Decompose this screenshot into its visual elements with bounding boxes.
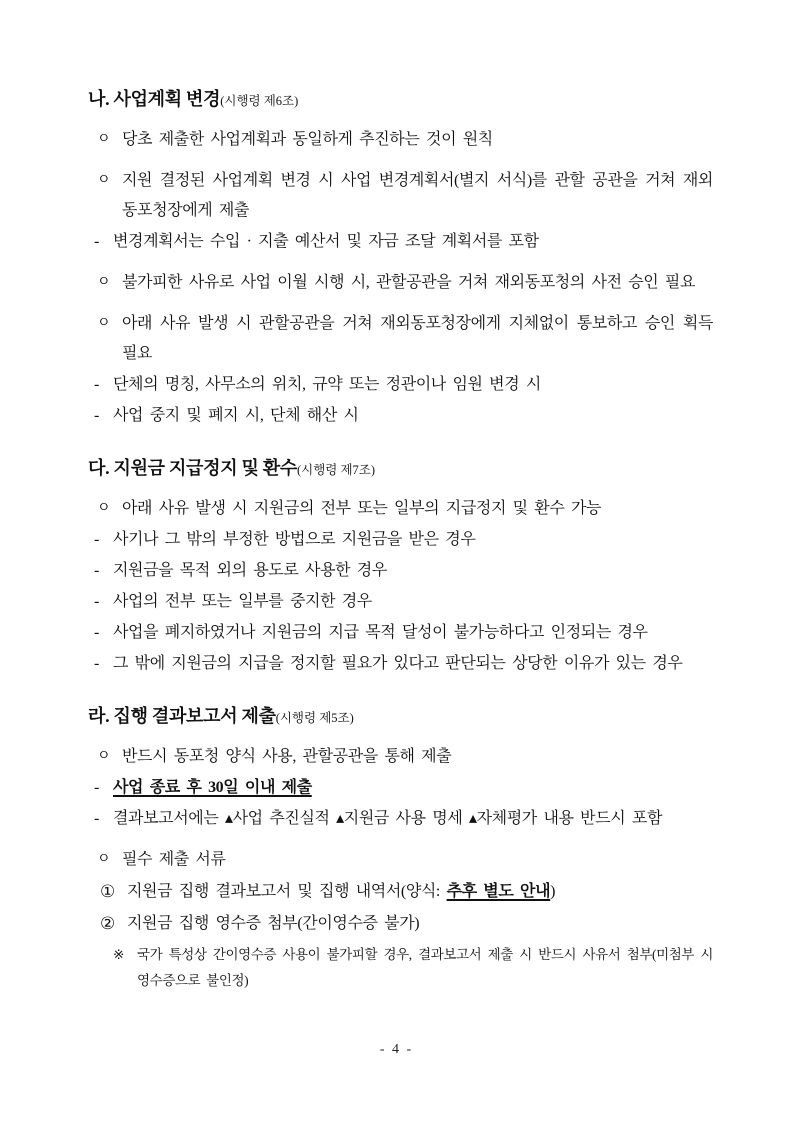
list-item: [88, 125, 713, 155]
list-item: [88, 649, 713, 679]
section-title: [88, 703, 713, 731]
dash-bullet-marker: -: [94, 779, 99, 796]
list-item: [88, 309, 713, 369]
section-business-plan-change: [88, 86, 713, 431]
list-item: [88, 556, 713, 586]
item-text: 그 밖에 지원금의 지급을 정지할 필요가 있다고 판단되는 상당한 이유가 있는 경우: [113, 655, 683, 672]
dash-bullet-marker: -: [94, 233, 99, 250]
circled-number-marker: ②: [100, 914, 115, 933]
item-text: 아래 사유 발생 시 관할공관을 거쳐 재외동포청장에게 지체없이 통보하고 승인 획득 필요: [122, 315, 713, 362]
list-item: [88, 773, 713, 803]
item-text-prefix: 지원금 집행 결과보고서 및 집행 내역서(양식:: [127, 883, 447, 900]
item-text-suffix: ): [550, 883, 556, 900]
emphasized-notice-text: 추후 별도 안내: [446, 883, 551, 900]
dash-bullet-marker: -: [94, 407, 99, 424]
circle-bullet-marker: ㅇ: [97, 501, 111, 516]
circle-bullet-marker: ㅇ: [97, 316, 111, 331]
item-text: 지원금을 목적 외의 용도로 사용한 경우: [113, 562, 387, 579]
dash-bullet-marker: -: [94, 376, 99, 393]
list-item: [88, 227, 713, 257]
dash-bullet-marker: -: [94, 655, 99, 672]
list-item: [88, 877, 713, 907]
section-result-report-submission: [88, 703, 713, 994]
item-text: 불가피한 사유로 사업 이월 시행 시, 관할공관을 거쳐 재외동포청의 사전 승인 필요: [122, 274, 696, 291]
section-title-text: 다. 지원금 지급정지 및 환수: [88, 458, 297, 478]
item-text: 당초 제출한 사업계획과 동일하게 추진하는 것이 원칙: [122, 131, 493, 148]
section-subsidy-suspension-recovery: [88, 455, 713, 679]
footnote-text: 국가 특성상 간이영수증 사용이 불가피할 경우, 결과보고서 제출 시 반드시 사유서 첨부(미첨부 시 영수증으로 불인정): [137, 947, 713, 988]
reference-mark: ※: [113, 947, 124, 962]
emphasized-deadline-text: 사업 종료 후 30일 이내 제출: [113, 779, 312, 796]
item-text: 변경계획서는 수입 · 지출 예산서 및 자금 조달 계획서를 포함: [113, 233, 539, 250]
item-text: 사업을 폐지하였거나 지원금의 지급 목적 달성이 불가능하다고 인정되는 경우: [113, 624, 648, 641]
list-item: [88, 370, 713, 400]
list-item: [88, 587, 713, 617]
item-text: [127, 877, 713, 907]
list-item: [88, 845, 713, 875]
item-text: 결과보고서에는 ▴사업 추진실적 ▴지원금 사용 명세 ▴자체평가 내용 반드시 포함: [113, 810, 663, 827]
circle-bullet-marker: ㅇ: [97, 275, 111, 290]
law-reference: (시행령 제7조): [296, 463, 376, 477]
law-reference: (시행령 제5조): [275, 711, 354, 725]
page-number: - 4 -: [379, 1042, 414, 1057]
circle-bullet-marker: ㅇ: [97, 132, 111, 147]
dash-bullet-marker: -: [94, 810, 99, 827]
circle-bullet-marker: ㅇ: [97, 852, 111, 867]
item-text: [113, 773, 713, 803]
item-text: 아래 사유 발생 시 지원금의 전부 또는 일부의 지급정지 및 환수 가능: [122, 500, 602, 517]
dash-bullet-marker: -: [94, 593, 99, 610]
circle-bullet-marker: ㅇ: [97, 173, 111, 188]
list-item: [88, 166, 713, 226]
list-item: [88, 909, 713, 939]
section-title: [88, 86, 713, 114]
item-text: 단체의 명칭, 사무소의 위치, 규약 또는 정관이나 임원 변경 시: [113, 376, 541, 393]
circled-number-marker: ①: [100, 882, 115, 901]
list-item: [88, 268, 713, 298]
item-text: 지원금 집행 영수증 첨부(간이영수증 불가): [127, 915, 420, 932]
item-text: 사기나 그 밖의 부정한 방법으로 지원금을 받은 경우: [113, 531, 476, 548]
list-item: [88, 401, 713, 431]
dash-bullet-marker: -: [94, 531, 99, 548]
section-title-text: 나. 사업계획 변경: [88, 89, 221, 109]
list-item: [88, 804, 713, 834]
item-text: 반드시 동포청 양식 사용, 관할공관을 통해 제출: [122, 748, 452, 765]
item-text: 지원 결정된 사업계획 변경 시 사업 변경계획서(별지 서식)를 관할 공관을 거쳐 재외동포청장에게 제출: [122, 172, 713, 219]
law-reference: (시행령 제6조): [220, 94, 299, 108]
list-item: [88, 742, 713, 772]
list-item: [88, 494, 713, 524]
list-item: [88, 525, 713, 555]
section-title-text: 라. 집행 결과보고서 제출: [88, 706, 276, 726]
section-title: [88, 455, 713, 483]
item-text: 사업 중지 및 폐지 시, 단체 해산 시: [113, 407, 359, 424]
item-text: 필수 제출 서류: [122, 851, 226, 868]
dash-bullet-marker: -: [94, 562, 99, 579]
item-text: 사업의 전부 또는 일부를 중지한 경우: [113, 593, 372, 610]
list-item: [88, 618, 713, 648]
dash-bullet-marker: -: [94, 624, 99, 641]
footnote-item: [88, 942, 713, 994]
circle-bullet-marker: ㅇ: [97, 749, 111, 764]
